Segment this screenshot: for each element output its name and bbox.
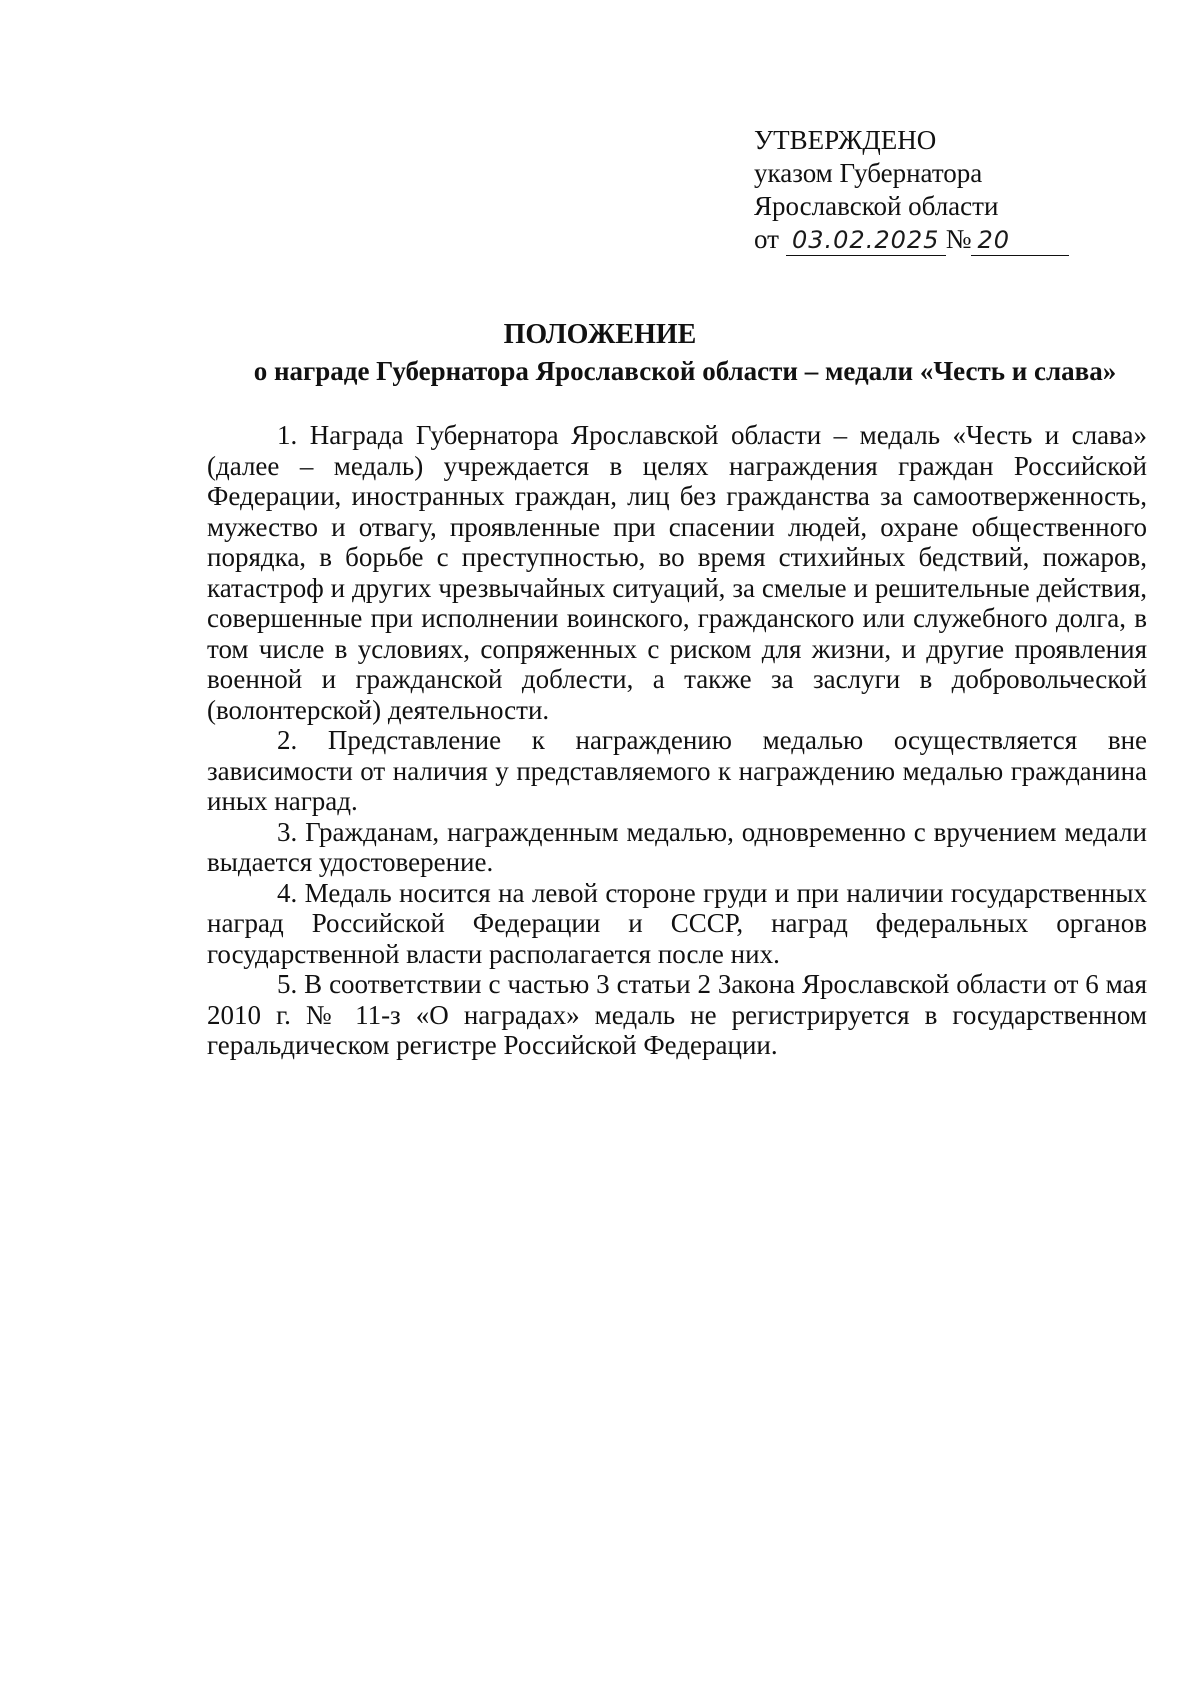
paragraph-5: 5. В соответствии с частью 3 статьи 2 Закона Ярославской области от 6 мая 2010 г. № 11-з «О наградах» медаль не регистрируется в государственном геральдическом регистре Российской Федерации. [207,969,1147,1060]
paragraph-4: 4. Медаль носится на левой стороне груди и при наличии государственных наград Российской Федерации и СССР, наград федеральных органов государственной власти располагается после них. [207,877,1147,969]
approval-stamp [754,124,1114,257]
handwritten-number [971,224,1069,257]
approval-date-prefix: от [754,224,779,254]
document-subtitle: о награде Губернатора Ярославской области – медали «Честь и слава» [253,356,1117,386]
paragraph-3: 3. Гражданам, награжденным медалью, одновременно с вручением медали выдается удостоверение. [207,816,1147,877]
handwritten-date-text: 03.02.2025 [791,226,940,254]
approval-heading: УТВЕРЖДЕНО [754,125,937,155]
document-title: ПОЛОЖЕНИЕ [503,319,697,350]
date-underline [786,255,946,257]
paragraph-1: 1. Награда Губернатора Ярославской области – медаль «Честь и слава» (далее – медаль) учреждается в целях награждения граждан Российской Федерации, иностранных граждан, лиц без гражданства за самоотверженность, мужество и отвагу, проявленные при спасении людей, охране общественного порядка, в борьбе с преступностью, во время стихийных бедствий, пожаров, катастроф и других чрезвычайных ситуаций, за смелые и решительные действия, совершенные при исполнении воинского, гражданского или служебного долга, в том числе в условиях, сопряженных с риском для жизни, и другие проявления военной и гражданской доблести, а также за заслуги в добровольческой (волонтерской) деятельности. [207,420,1147,725]
number-sign: № [945,224,972,254]
handwritten-number-text: 20 [977,226,1011,254]
document-body [207,420,1147,1061]
number-underline [971,255,1069,257]
paragraph-2: 2. Представление к награждению медалью осуществляется вне зависимости от наличия у представляемого к награждению медалью гражданина иных наград. [207,725,1147,816]
approval-region-line: Ярославской области [754,191,999,221]
handwritten-date [786,224,946,257]
approval-date-line [754,223,1114,257]
approval-decree-line: указом Губернатора [754,158,983,188]
